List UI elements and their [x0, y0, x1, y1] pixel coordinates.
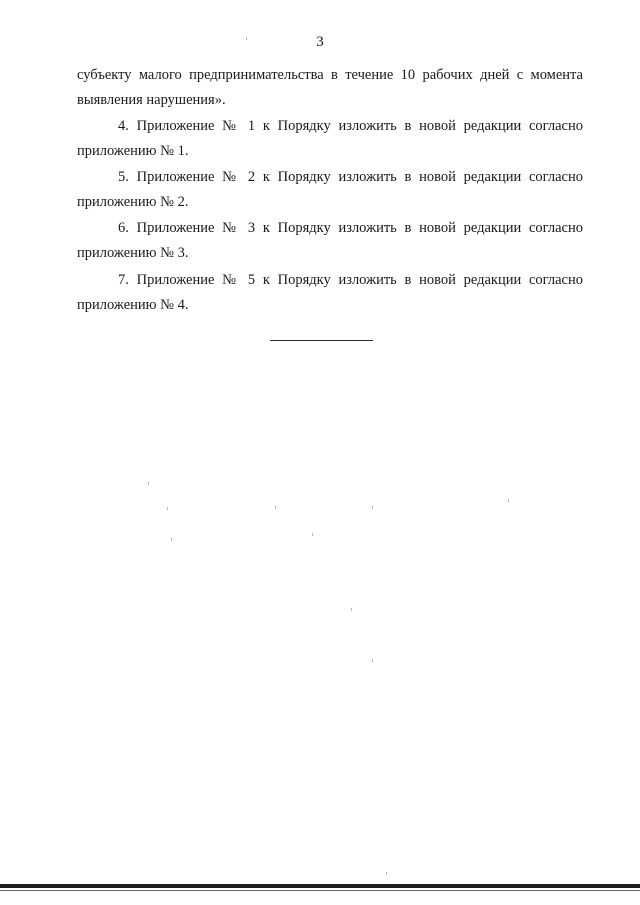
scan-speck	[386, 872, 387, 875]
paragraph-line: приложению № 3.	[77, 245, 189, 261]
paragraph-line: 4. Приложение № 1 к Порядку изложить в новой редакции согласно	[118, 118, 583, 134]
paragraph-line: приложению № 1.	[77, 143, 189, 159]
scan-speck	[167, 507, 168, 510]
paragraph-item-7	[77, 268, 583, 318]
scan-bottom-edge-line	[0, 890, 640, 891]
scan-speck	[275, 506, 276, 509]
scan-speck	[148, 482, 149, 485]
paragraph-line: 7. Приложение № 5 к Порядку изложить в новой редакции согласно	[118, 272, 583, 288]
scan-speck	[351, 608, 352, 611]
scan-speck	[246, 37, 247, 40]
paragraph-item-4	[77, 114, 583, 164]
paragraph-line: 6. Приложение № 3 к Порядку изложить в новой редакции согласно	[118, 220, 583, 236]
scan-bottom-edge	[0, 884, 640, 888]
paragraph-line: 5. Приложение № 2 к Порядку изложить в новой редакции согласно	[118, 169, 583, 185]
paragraph-item-6	[77, 216, 583, 266]
end-separator-line	[270, 340, 373, 341]
scan-speck	[312, 533, 313, 536]
scan-speck	[372, 506, 373, 509]
paragraph-item-5	[77, 165, 583, 215]
paragraph-line: приложению № 2.	[77, 194, 189, 210]
paragraph-line: выявления нарушения».	[77, 92, 226, 108]
paragraph-line: приложению № 4.	[77, 297, 189, 313]
paragraph-continuation	[77, 63, 583, 113]
paragraph-line: субъекту малого предпринимательства в течение 10 рабочих дней с момента	[77, 67, 583, 83]
scan-speck	[508, 499, 509, 502]
scan-speck	[171, 538, 172, 541]
page-number: 3	[316, 34, 324, 50]
scan-speck	[372, 659, 373, 662]
